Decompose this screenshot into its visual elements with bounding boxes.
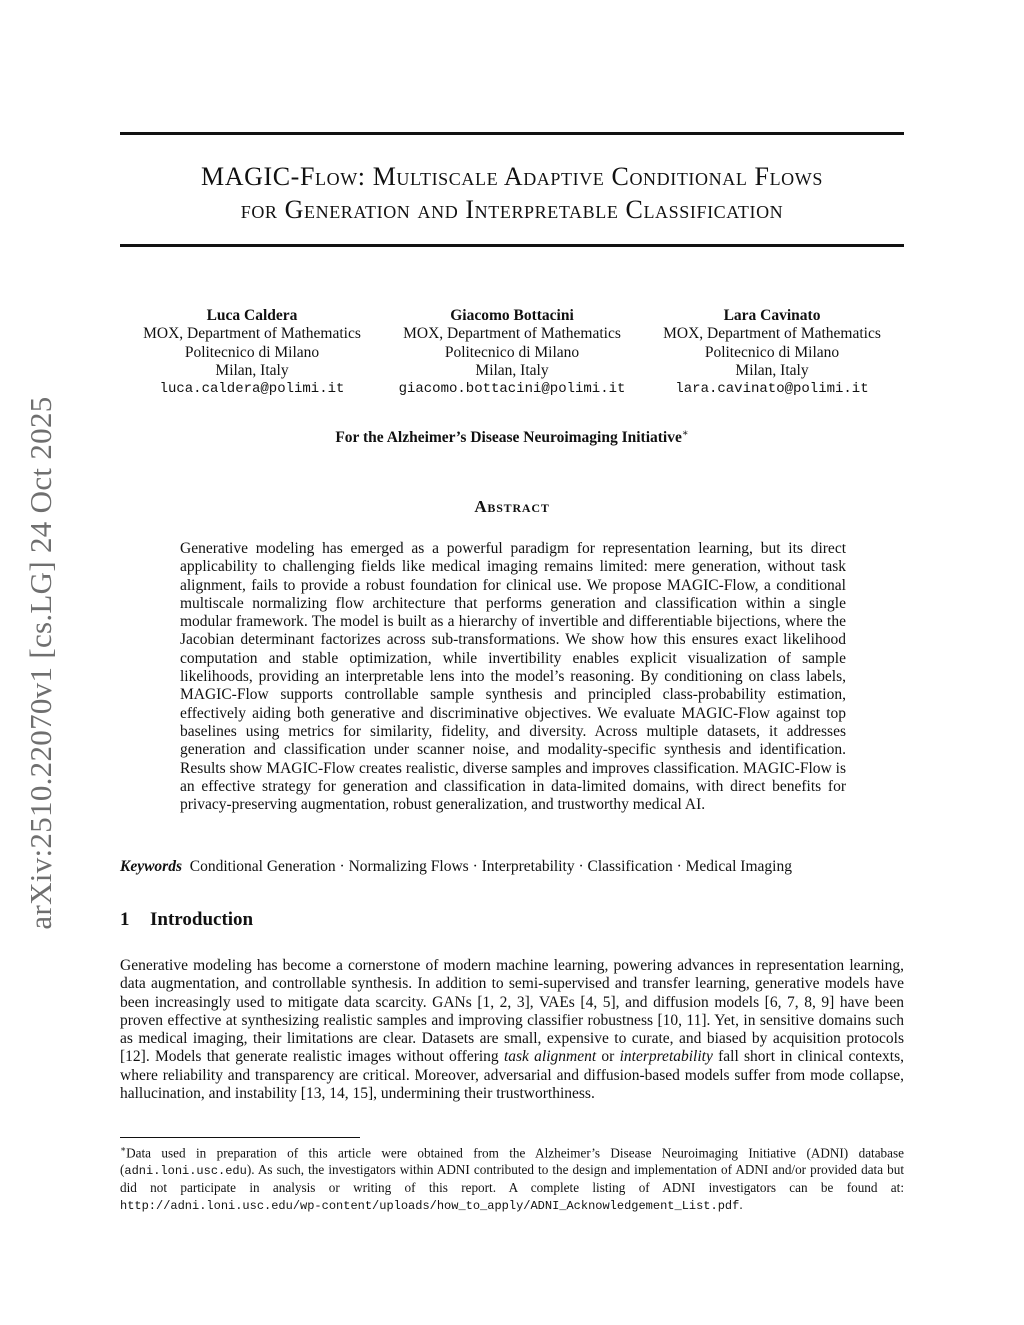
arxiv-identifier-stamp[interactable]: arXiv:2510.22070v1 [cs.LG] 24 Oct 2025 — [23, 396, 58, 930]
footnote-text-3: . — [739, 1196, 743, 1212]
author-institution: Politecnico di Milano — [704, 343, 840, 361]
adni-acknowledgement-link[interactable]: http://adni.loni.usc.edu/wp-content/uploads/how_to_apply/ADNI_Acknowledgement_List.pdf — [120, 1198, 740, 1213]
author-email-link[interactable]: lara.cavinato@polimi.it — [675, 381, 869, 398]
paper-title — [120, 160, 904, 226]
author-name: Lara Cavinato — [723, 307, 821, 324]
adni-site-link[interactable]: adni.loni.usc.edu — [124, 1164, 247, 1179]
author-institution: Politecnico di Milano — [444, 343, 580, 361]
author-2 — [382, 307, 642, 398]
author-3 — [642, 307, 902, 398]
intro-emphasis-interpretability: interpretability — [619, 1048, 713, 1066]
author-affiliation: MOX, Department of Mathematics — [403, 325, 621, 343]
keywords-line — [120, 858, 904, 876]
author-name: Giacomo Bottacini — [450, 307, 574, 324]
consortium-line — [120, 428, 904, 447]
section-heading-introduction — [120, 909, 253, 931]
footnote-text-2: ). As such, the investigators within ADNI contributed to the design and implementation of ADNI and/or provided data but did not participate in analysis or writing of this report. A complete listing of ADNI investigators can be found at: — [120, 1162, 904, 1195]
footnote-text-1: Data used in preparation of this article were obtained from the Alzheimer’s Disease Neuroimaging Initiative (ADNI) database ( — [120, 1145, 904, 1178]
author-affiliation: MOX, Department of Mathematics — [663, 325, 881, 343]
consortium-text: For the Alzheimer’s Disease Neuroimaging Initiative — [335, 429, 682, 447]
introduction-paragraph — [120, 957, 904, 1103]
title-bottom-rule — [120, 244, 904, 247]
author-name: Luca Caldera — [206, 307, 298, 324]
intro-text-3: fall short in clinical contexts, where reliability and transparency are critical. Moreover, adversarial and diffusion-based models suffer from mode collapse, hallucination, and instability [13, 14, 15], undermining their trustworthiness. — [120, 1048, 904, 1103]
abstract-body: Generative modeling has emerged as a powerful paradigm for representation learning, but its direct applicability to challenging fields like medical imaging remains limited: mere generation, without task alignment, fails to provide a robust foundation for clinical use. We propose MAGIC-Flow, a conditional multiscale normalizing flow architecture that performs generation and classification within a single modular framework. The model is built as a hierarchy of invertible and differentiable bijections, where the Jacobian determinant factorizes across sub-transformations. We show how this ensures exact likelihood computation and stable optimization, while invertibility enables explicit visualization of sample likelihoods, providing an interpretable lens into the model’s reasoning. By conditioning on class labels, MAGIC-Flow supports controllable sample synthesis and principled class-probability estimation, effectively aiding both generative and discriminative objectives. We evaluate MAGIC-Flow against top baselines using metrics for similarity, fidelity, and diversity. Across multiple datasets, it addresses generation and classification under scanner noise, and modality-specific synthesis and identification. Results show MAGIC-Flow creates realistic, diverse samples and improves classification. MAGIC-Flow is an effective strategy for generation and classification in data-limited domains, with direct benefits for privacy-preserving augmentation, robust generalization, and trustworthy medical AI. — [180, 540, 846, 814]
author-affiliation: MOX, Department of Mathematics — [143, 325, 361, 343]
title-line-2: for Generation and Interpretable Classification — [240, 195, 784, 224]
author-location: Milan, Italy — [735, 361, 809, 379]
intro-text-2: or — [596, 1048, 620, 1066]
intro-emphasis-task-alignment: task alignment — [503, 1048, 597, 1066]
author-location: Milan, Italy — [475, 361, 549, 379]
section-number: 1 — [120, 909, 130, 930]
intro-text-1: Generative modeling has become a cornerstone of modern machine learning, powering advances in representation learning, data augmentation, and controllable synthesis. In addition to semi-supervised and transfer learning, generative models have been increasingly used to mitigate data scarcity. GANs [1, 2, 3], VAEs [4, 5], and diffusion models [6, 7, 8, 9] have been proven effective at synthesizing realistic samples and improving classifier robustness [10, 11]. Yet, in sensitive domains such as medical imaging, their limitations are clear. Datasets are small, expensive to curate, and biased by acquisition protocols [12]. Models that generate realistic images without offering — [120, 957, 904, 1066]
keywords-label: Keywords — [120, 858, 182, 875]
title-line-1: MAGIC-Flow: Multiscale Adaptive Conditional Flows — [201, 162, 823, 191]
author-email-link[interactable]: luca.caldera@polimi.it — [159, 381, 345, 398]
keywords-list: Conditional Generation · Normalizing Flows · Interpretability · Classification · Medical Imaging — [189, 858, 792, 875]
author-location: Milan, Italy — [215, 361, 289, 379]
footnote — [120, 1141, 904, 1215]
footnote-rule — [120, 1137, 360, 1138]
footnote-marker-link[interactable]: ∗ — [681, 428, 689, 439]
footnote-marker: ∗ — [120, 1144, 127, 1154]
section-title: Introduction — [150, 909, 254, 930]
title-top-rule — [120, 132, 904, 135]
author-email-link[interactable]: giacomo.bottacini@polimi.it — [398, 381, 626, 398]
abstract-heading: Abstract — [474, 497, 550, 516]
author-1 — [122, 307, 382, 398]
author-institution: Politecnico di Milano — [184, 343, 320, 361]
